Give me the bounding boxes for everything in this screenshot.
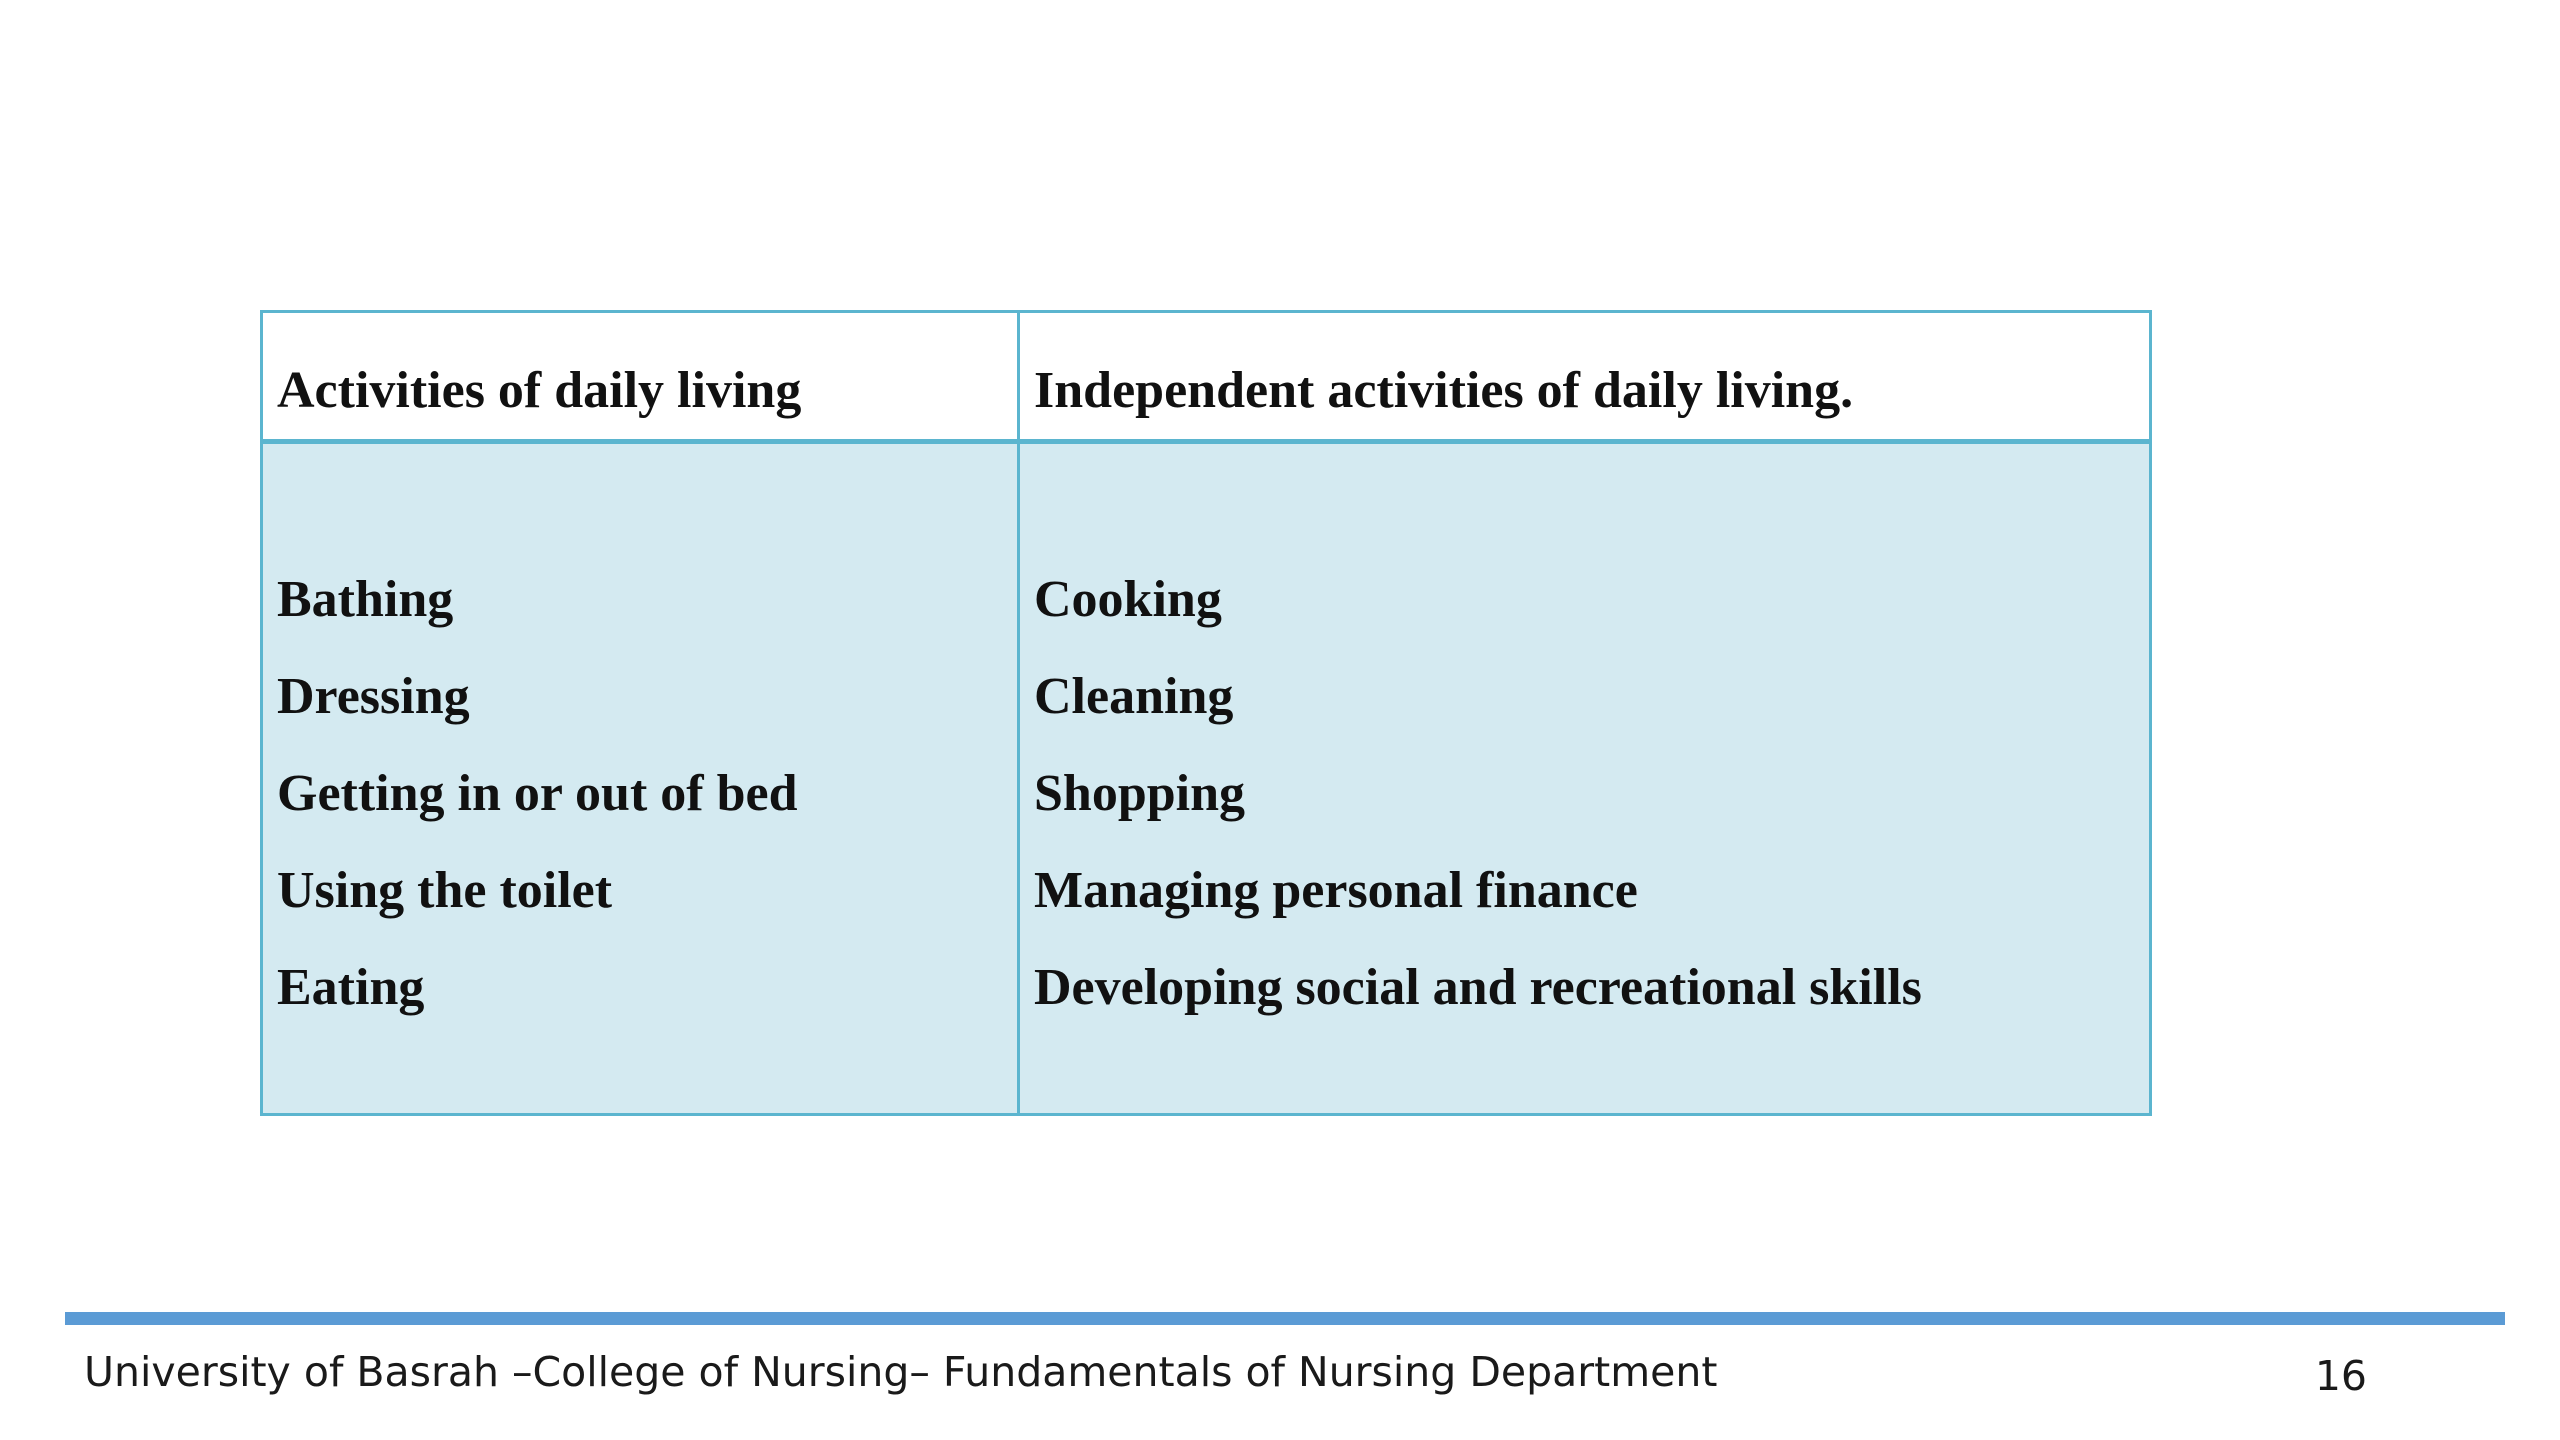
list-item: Developing social and recreational skills (1034, 959, 1922, 1016)
list-item: Bathing (277, 571, 454, 628)
list-item: Eating (277, 959, 425, 1016)
page-number: 16 (2314, 1352, 2367, 1400)
iadl-list (1034, 571, 2149, 1059)
adl-comparison-table (260, 310, 2152, 1116)
table-header-iadl: Independent activities of daily living. (1020, 313, 2149, 444)
adl-column (263, 444, 1020, 1113)
list-item: Getting in or out of bed (277, 765, 798, 822)
table-header-adl: Activities of daily living (263, 313, 1020, 444)
list-item: Managing personal finance (1034, 862, 1638, 919)
footer-divider (65, 1312, 2505, 1325)
iadl-column (1020, 444, 2149, 1113)
list-item: Dressing (277, 668, 470, 725)
list-item: Cooking (1034, 571, 1222, 628)
list-item: Shopping (1034, 765, 1246, 822)
adl-list (277, 571, 1017, 1059)
footer-institution-text: University of Basrah –College of Nursing– Fundamentals of Nursing Department (84, 1348, 1718, 1396)
list-item: Using the toilet (277, 862, 613, 919)
list-item: Cleaning (1034, 668, 1234, 725)
